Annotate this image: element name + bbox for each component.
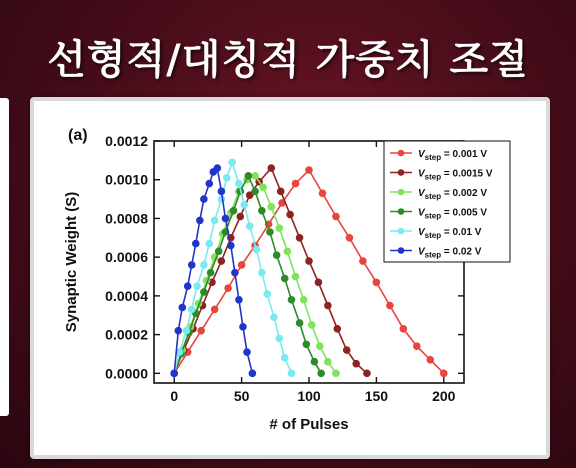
data-point: [276, 225, 283, 232]
data-point: [353, 360, 360, 367]
data-point: [218, 196, 225, 203]
series-line: [174, 176, 336, 373]
legend-marker: [398, 150, 405, 157]
legend-subscript: step: [424, 231, 442, 240]
series-0.0015: [171, 165, 370, 377]
data-point: [440, 370, 447, 377]
data-point: [316, 343, 323, 350]
data-point: [192, 240, 199, 247]
data-point: [201, 289, 208, 296]
data-point: [296, 320, 303, 327]
data-point: [333, 213, 340, 220]
data-point: [334, 325, 341, 332]
data-point: [198, 327, 205, 334]
legend-value: = 0.002 V: [441, 188, 487, 199]
data-point: [306, 167, 313, 174]
legend-marker: [398, 169, 405, 176]
data-point: [230, 207, 237, 214]
data-point: [303, 341, 310, 348]
data-point: [287, 211, 294, 218]
data-point: [179, 304, 186, 311]
data-point: [325, 358, 332, 365]
series-0.002: [171, 173, 339, 377]
data-point: [315, 279, 322, 286]
data-point: [259, 269, 266, 276]
data-point: [183, 327, 190, 334]
y-tick-label: 0.0008: [105, 210, 148, 227]
legend-subscript: step: [424, 192, 442, 201]
data-point: [343, 347, 350, 354]
data-point: [325, 302, 332, 309]
data-point: [277, 188, 284, 195]
data-point: [237, 213, 244, 220]
data-point: [225, 285, 232, 292]
data-point: [253, 246, 260, 253]
data-point: [236, 296, 243, 303]
data-point: [346, 235, 353, 242]
chart-svg: [34, 101, 546, 455]
data-point: [232, 269, 239, 276]
data-point: [244, 349, 251, 356]
data-point: [281, 355, 288, 362]
data-point: [246, 223, 253, 230]
legend-var: V: [418, 246, 425, 258]
data-point: [211, 306, 218, 313]
x-axis-title: # of Pulses: [269, 416, 349, 433]
legend-var: V: [418, 168, 425, 180]
legend-marker: [398, 228, 405, 235]
data-point: [236, 180, 243, 187]
y-tick-label: 0.0006: [105, 249, 148, 266]
data-point: [273, 252, 280, 259]
data-point: [308, 322, 315, 329]
data-point: [211, 217, 218, 224]
data-point: [223, 174, 230, 181]
data-point: [267, 229, 274, 236]
data-point: [184, 283, 191, 290]
data-point: [188, 306, 195, 313]
data-point: [400, 325, 407, 332]
legend: [384, 141, 510, 262]
data-point: [176, 349, 183, 356]
data-point: [197, 217, 204, 224]
y-tick-label: 0.0004: [105, 287, 148, 304]
data-point: [229, 159, 236, 166]
y-tick-label: 0.0000: [105, 365, 148, 382]
data-point: [296, 235, 303, 242]
legend-subscript: step: [424, 172, 442, 182]
data-point: [271, 314, 278, 321]
data-point: [268, 165, 275, 172]
legend-subscript: step: [424, 211, 442, 221]
legend-value: = 0.001 V: [441, 149, 487, 160]
data-point: [214, 165, 221, 172]
data-point: [268, 204, 275, 211]
data-point: [311, 358, 318, 365]
data-point: [249, 370, 256, 377]
legend-var: V: [418, 207, 425, 219]
data-point: [245, 173, 252, 180]
data-point: [319, 190, 326, 197]
data-point: [252, 173, 259, 180]
data-point: [333, 370, 340, 377]
legend-value: = 0.005 V: [441, 207, 487, 219]
y-tick-label: 0.0010: [105, 171, 148, 188]
data-point: [264, 291, 271, 298]
data-point: [222, 215, 229, 222]
data-point: [206, 240, 213, 247]
legend-value: = 0.0015 V: [441, 168, 493, 180]
legend-var: V: [418, 149, 425, 160]
legend-var: V: [418, 227, 425, 238]
data-point: [215, 248, 222, 255]
data-point: [292, 180, 299, 187]
legend-subscript: step: [424, 153, 442, 162]
data-point: [240, 324, 247, 331]
legend-marker: [398, 208, 405, 215]
side-panel-edge: [0, 98, 9, 416]
x-tick-label: 150: [364, 388, 389, 404]
data-point: [318, 370, 325, 377]
data-point: [364, 370, 371, 377]
data-point: [218, 188, 225, 195]
data-point: [188, 262, 195, 269]
legend-value: = 0.01 V: [441, 227, 482, 238]
data-point: [373, 279, 380, 286]
data-point: [201, 196, 208, 203]
data-point: [218, 258, 225, 265]
data-point: [206, 180, 213, 187]
y-tick-label: 0.0012: [105, 133, 148, 149]
data-point: [260, 184, 267, 191]
data-point: [300, 296, 307, 303]
y-axis-title: Synaptic Weight (S): [63, 191, 80, 333]
data-point: [241, 202, 248, 209]
data-point: [427, 356, 434, 363]
data-point: [252, 188, 259, 195]
data-point: [288, 296, 295, 303]
legend-subscript: step: [424, 250, 442, 260]
legend-value: = 0.02 V: [441, 246, 482, 258]
panel-label: (a): [68, 127, 88, 144]
data-point: [201, 262, 208, 269]
data-point: [194, 283, 201, 290]
data-point: [284, 248, 291, 255]
legend-var: V: [418, 188, 425, 199]
legend-marker: [398, 247, 405, 254]
chart-card: [30, 97, 550, 459]
x-tick-label: 0: [170, 388, 179, 404]
legend-marker: [398, 189, 405, 196]
x-tick-label: 50: [233, 388, 250, 404]
data-point: [259, 207, 266, 214]
data-point: [281, 275, 288, 282]
data-point: [414, 343, 421, 350]
data-point: [276, 335, 283, 342]
data-point: [238, 262, 245, 269]
data-point: [228, 242, 235, 249]
page-headline: 선형적/대칭적 가중치 조절: [47, 37, 529, 83]
data-point: [207, 269, 214, 276]
data-point: [306, 258, 313, 265]
x-tick-label: 100: [297, 388, 321, 404]
data-point: [175, 327, 182, 334]
data-point: [387, 302, 394, 309]
data-point: [171, 370, 178, 377]
y-tick-label: 0.0002: [105, 326, 148, 343]
data-point: [360, 258, 367, 265]
data-point: [288, 370, 295, 377]
x-tick-label: 200: [432, 388, 456, 404]
data-point: [292, 273, 299, 280]
